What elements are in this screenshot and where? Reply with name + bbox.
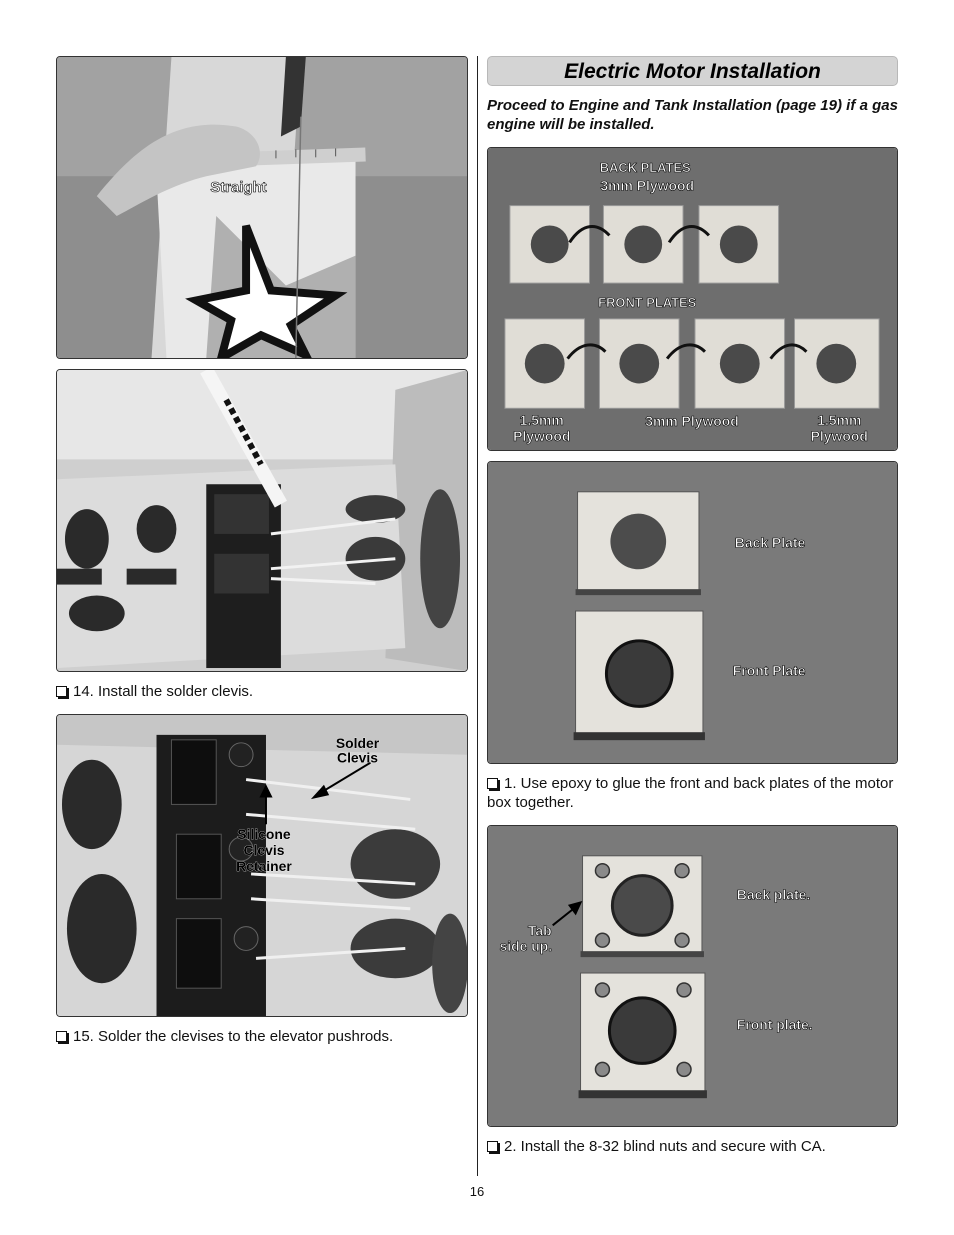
label-front-plate: Front Plate [732, 662, 806, 679]
step-1: 1. Use epoxy to glue the front and back plates of the motor box together. [487, 775, 894, 811]
servos-illustration [57, 715, 467, 1016]
step-2: 2. Install the 8-32 blind nuts and secure with CA. [487, 1137, 900, 1156]
label-side-up: side up. [499, 938, 553, 955]
section-intro: Proceed to Engine and Tank Installation (page 19) if a gas engine will be installed. [487, 97, 898, 133]
label-back-plate: Back Plate [734, 534, 806, 551]
label-solder: Solder [335, 734, 380, 751]
checkbox-icon[interactable] [487, 1141, 498, 1152]
photo-blind-nuts [487, 825, 898, 1127]
label-back-plate-nuts: Back plate. [736, 886, 811, 903]
stabilizer-illustration [57, 57, 467, 358]
label-back-plates-material: 3mm Plywood [600, 177, 695, 194]
photo-plates-overview [487, 147, 898, 451]
label-front-plates: FRONT PLATES [598, 294, 697, 310]
photo-stabilizer-alignment [56, 56, 468, 359]
label-left-thickness: 1.5mm [519, 412, 564, 429]
photo-fuselage-pen [56, 369, 468, 672]
fuselage-illustration [57, 370, 467, 671]
step-15: 15. Solder the clevises to the elevator pushrods. [56, 1027, 468, 1046]
label-clevis: Clevis [337, 749, 379, 766]
label-mid-material: 3mm Plywood [645, 413, 739, 430]
label-retainer: Retainer [236, 857, 292, 874]
label-right-material: Plywood [810, 428, 868, 445]
label-front-plate-nuts: Front plate. [736, 1016, 813, 1033]
blind-nuts-illustration [488, 826, 897, 1126]
photo-plates-glued [487, 461, 898, 764]
page-number: 16 [469, 1184, 485, 1199]
checkbox-icon[interactable] [56, 686, 67, 697]
plates-overview-illustration [488, 148, 897, 450]
photo-servos-clevis [56, 714, 468, 1017]
column-divider [477, 56, 478, 1176]
step-14: 14. Install the solder clevis. [56, 682, 468, 701]
checkbox-icon[interactable] [487, 778, 498, 789]
label-tab: Tab [527, 922, 552, 939]
label-straight: Straight [210, 180, 267, 197]
label-silicone: Silicone [237, 826, 291, 843]
label-clevis-2: Clevis [243, 842, 285, 859]
plates-glued-illustration [488, 462, 897, 763]
label-left-material: Plywood [513, 428, 571, 445]
label-right-thickness: 1.5mm [817, 412, 862, 429]
section-title: Electric Motor Installation [487, 56, 898, 86]
checkbox-icon[interactable] [56, 1031, 67, 1042]
label-back-plates: BACK PLATES [599, 159, 691, 175]
